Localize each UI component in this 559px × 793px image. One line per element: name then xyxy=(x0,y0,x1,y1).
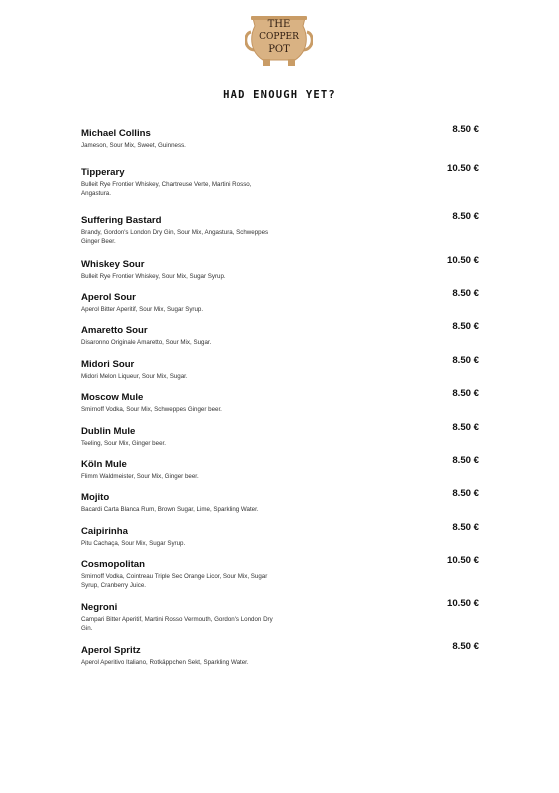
menu-item-name: Michael Collins xyxy=(81,128,151,139)
menu-item-description: Pitu Cachaça, Sour Mix, Sugar Syrup. xyxy=(81,540,186,547)
menu-item-description: Teeling, Sour Mix, Ginger beer. xyxy=(81,440,166,447)
menu-item-description: Brandy, Gordon's London Dry Gin, Sour Mix, Angastura, Schweppes Ginger Beer. xyxy=(81,229,269,245)
menu-item-price: 8.50 € xyxy=(452,288,479,299)
menu-item-name: Negroni xyxy=(81,602,118,613)
menu-item-name: Köln Mule xyxy=(81,459,127,470)
menu-item-description: Jameson, Sour Mix, Sweet, Guinness. xyxy=(81,142,186,149)
menu-item-name: Mojito xyxy=(81,492,110,503)
menu-item-price: 8.50 € xyxy=(452,641,479,652)
copper-pot-logo xyxy=(245,12,313,70)
logo-text-copper: COPPER xyxy=(259,32,299,42)
menu-item-name: Aperol Sour xyxy=(81,292,136,303)
menu-item-price: 8.50 € xyxy=(452,321,479,332)
menu-item-name: Tipperary xyxy=(81,167,125,178)
menu-item-name: Caipirinha xyxy=(81,526,128,537)
menu-item-description: Aperol Bitter Aperitif, Sour Mix, Sugar Syrup. xyxy=(81,306,204,313)
menu-item-description: Flimm Waldmeister, Sour Mix, Ginger beer. xyxy=(81,473,199,480)
menu-item-name: Aperol Spritz xyxy=(81,645,141,656)
menu-item-description: Bulleit Rye Frontier Whiskey, Chartreuse Verte, Martini Rosso, Angastura. xyxy=(81,181,252,197)
menu-item-description: Smirnoff Vodka, Sour Mix, Schweppes Ginger beer. xyxy=(81,406,222,413)
logo-text-the: THE xyxy=(267,19,291,30)
menu-item-name: Midori Sour xyxy=(81,359,135,370)
menu-item-price: 8.50 € xyxy=(452,355,479,366)
menu-item-description: Midori Melon Liqueur, Sour Mix, Sugar. xyxy=(81,373,188,380)
menu-item-price: 8.50 € xyxy=(452,124,479,135)
menu-item-name: Moscow Mule xyxy=(81,392,144,403)
menu-item-price: 8.50 € xyxy=(452,488,479,499)
menu-item-price: 8.50 € xyxy=(452,422,479,433)
menu-item-price: 8.50 € xyxy=(452,211,479,222)
menu-item-price: 8.50 € xyxy=(452,522,479,533)
menu-item-price: 10.50 € xyxy=(446,598,479,609)
menu-item-price: 10.50 € xyxy=(446,255,479,266)
menu-item-price: 8.50 € xyxy=(452,388,479,399)
page-title: HAD ENOUGH YET? xyxy=(223,89,336,101)
menu-item-description: Bulleit Rye Frontier Whiskey, Sour Mix, Sugar Syrup. xyxy=(81,273,226,280)
menu-item-price: 10.50 € xyxy=(446,555,479,566)
logo-text-pot: POT xyxy=(268,44,290,55)
menu-item-name: Whiskey Sour xyxy=(81,259,145,270)
menu-item-description: Disaronno Originale Amaretto, Sour Mix, Sugar. xyxy=(81,339,212,346)
menu-item-description: Aperol Aperitivo Italiano, Rotkäppchen Sekt, Sparkling Water. xyxy=(81,659,249,666)
menu-item-price: 8.50 € xyxy=(452,455,479,466)
menu-item-name: Amaretto Sour xyxy=(81,325,148,336)
menu-item-description: Smirnoff Vodka, Cointreau Triple Sec Orange Licor, Sour Mix, Sugar Syrup, Cranberry Juice. xyxy=(81,573,268,589)
menu-item-description: Bacardi Carta Blanca Rum, Brown Sugar, Lime, Sparkling Water. xyxy=(81,506,259,513)
menu-item-description: Campari Bitter Aperitif, Martini Rosso Vermouth, Gordon's London Dry Gin. xyxy=(81,616,273,632)
menu-item-name: Dublin Mule xyxy=(81,426,136,437)
menu-item-name: Suffering Bastard xyxy=(81,215,162,226)
menu-item-name: Cosmopolitan xyxy=(81,559,145,570)
menu-item-price: 10.50 € xyxy=(446,163,479,174)
